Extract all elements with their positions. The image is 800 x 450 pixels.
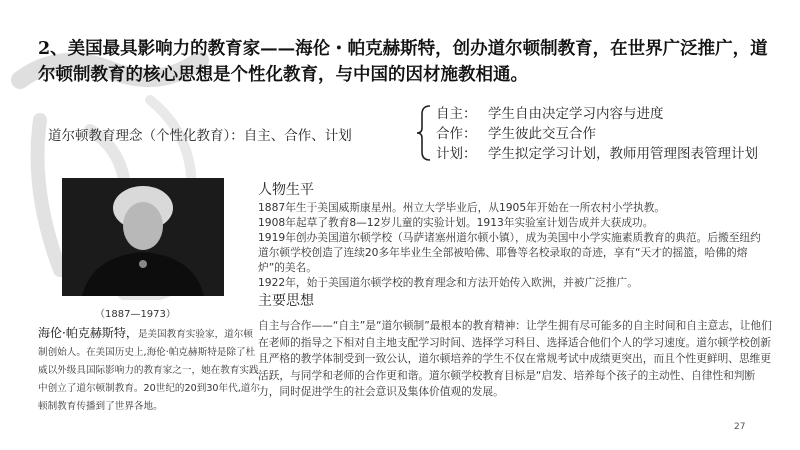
bio-heading: 人物生平 xyxy=(258,182,314,198)
concept-key: 计划： xyxy=(436,146,477,162)
concept-text: 学生彼此交互合作 xyxy=(488,126,596,142)
portrait-years: （1887—1973） xyxy=(95,309,176,320)
concept-key: 合作： xyxy=(436,126,477,142)
bio-paragraph: 1908年起草了教育8—12岁儿童的实验计划。1913年实验室计划告成并大获成功。 xyxy=(258,216,654,229)
concept-key: 自主： xyxy=(436,106,477,122)
person-name: 海伦·帕克赫斯特， xyxy=(38,326,138,340)
concept-text: 学生拟定学习计划，教师用管理图表管理计划 xyxy=(488,146,758,162)
page-number: 27 xyxy=(734,422,746,432)
thought-text: 自主与合作——“自主”是“道尔顿制”最根本的教育精神：让学生拥有尽可能多的自主时间和自主意志，让他们在老师的指导之下相对自主地支配学习时间、选择学习科目、选择适合他们个人的学习速度。道尔顿学校创新且严格的教学体制受到一致公认，道尔顿培养的学生不仅在常规考试中成绩更突出，而且个性更鲜明、思维更活跃，与同学和老师的合作更和谐。道尔顿学校教育目标是“启发、培养每个孩子的主动性、自律性和判断力，同时促进学生的社会意识及集体价值观的发展。 xyxy=(258,319,772,398)
bio-paragraph: 1922年，始于美国道尔顿学校的教育理念和方法开始传入欧洲，并被广泛推广。 xyxy=(258,276,638,289)
bio-paragraph: 1919年创办美国道尔顿学校（马萨诸塞州道尔顿小镇），成为美国中小学实施素质教育的典范。后搬至纽约道尔顿学校创造了连续20多年毕业生全部被哈佛、耶鲁等名校录取的奇迹，享有“天才的摇篮，哈佛的熔炉”的美名。 xyxy=(258,231,761,274)
portrait-caption xyxy=(38,324,260,416)
concept-list xyxy=(436,104,758,164)
slide-title: 2、美国最具影响力的教育家——海伦・帕克赫斯特，创办道尔顿制教育，在世界广泛推广，道尔顿制教育的核心思想是个性化教育，与中国的因材施教相通。 xyxy=(38,39,768,85)
bio-text xyxy=(258,200,768,290)
concept-label: 道尔顿教育理念（个性化教育）：自主、合作、计划 xyxy=(48,128,352,144)
concept-item xyxy=(436,124,758,144)
left-brace xyxy=(416,104,432,162)
thought-heading: 主要思想 xyxy=(258,293,314,309)
bio-paragraph: 1887年生于美国威斯康星州。州立大学毕业后，从1905年开始在一所农村小学执教。 xyxy=(258,201,666,214)
concept-item xyxy=(436,104,758,124)
concept-item xyxy=(436,144,758,164)
person-description: 是美国教育实验家，道尔顿制创始人。在美国历史上,海伦·帕克赫斯特是除了杜威以外级具国际影响力的教育家之一，她在教育实践中创立了道尔顿制教育。20世纪的20到30年代,道尔顿制教育传播到了世界各地。 xyxy=(38,329,260,412)
portrait-photo xyxy=(62,178,224,296)
concept-text: 学生自由决定学习内容与进度 xyxy=(488,106,664,122)
